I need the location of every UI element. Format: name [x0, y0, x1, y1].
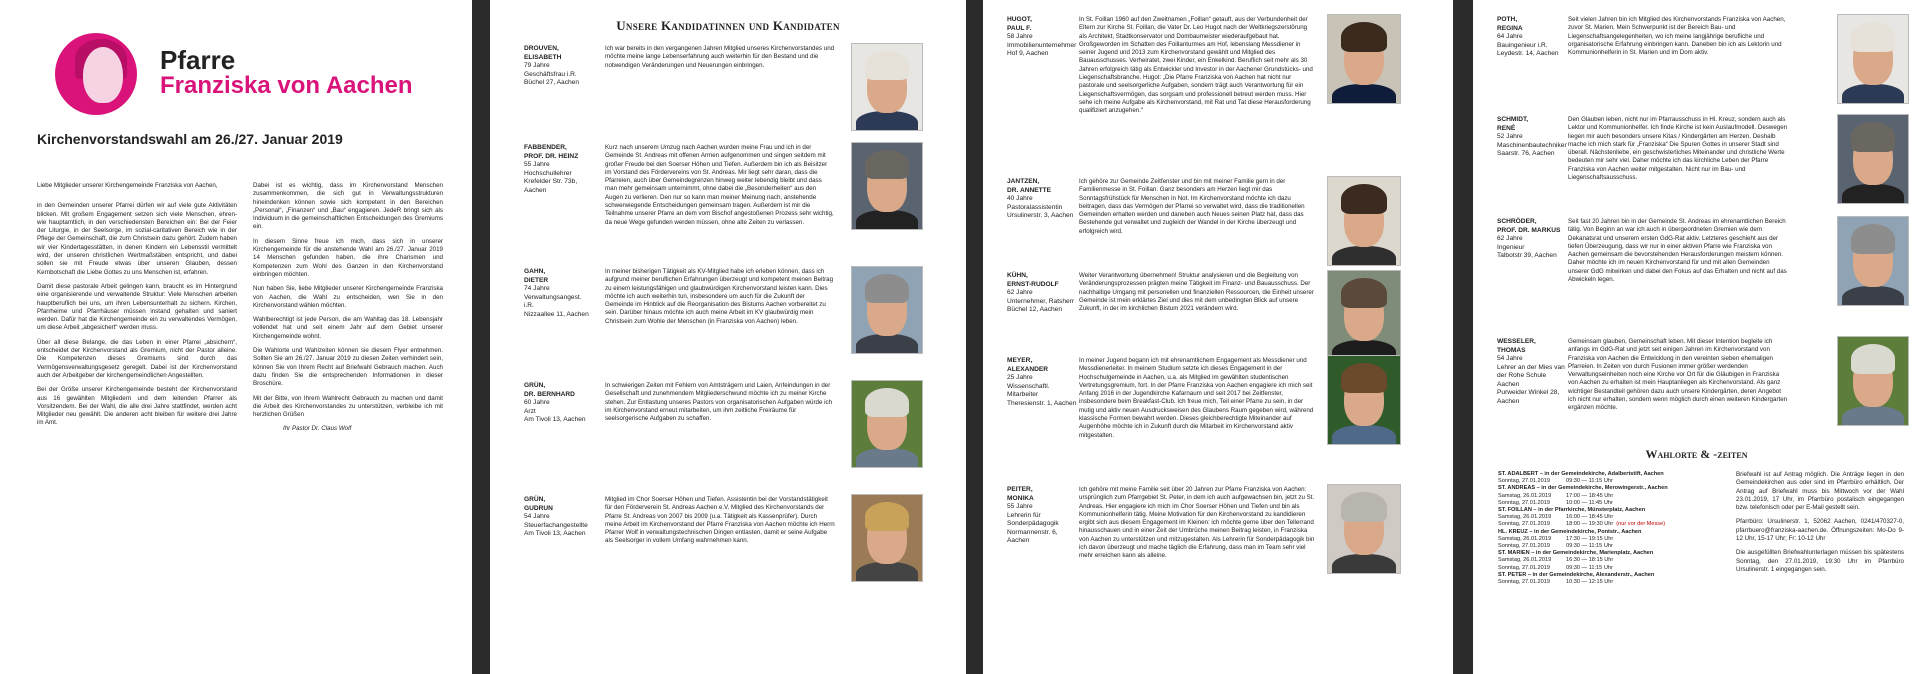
candidate-detail: Immobilienunternehmer [1007, 41, 1077, 49]
briefwahl-info [1736, 471, 1904, 580]
candidate-name: PEITER, [1007, 486, 1033, 493]
candidate-name: GAHN, [524, 268, 546, 275]
candidate-info [1007, 486, 1079, 546]
candidate-detail: Normannenstr. 6, Aachen [1007, 528, 1058, 544]
candidate-detail: Verwaltungsangest. i.R. [524, 293, 582, 309]
schedule-row: Sonntag, 27.01.2019 09:30 — 11:15 Uhr [1498, 564, 1613, 571]
candidate-statement: Seit vielen Jahren bin ich Mitglied des Kirchenvorstands Franziska von Aachen, zuvor St. Marien. Mein Schwerpunkt ist der Bereich Bau- und Liegenschaftsangelegenheiten, wo ich meine langjährige berufliche und organisatorische Erfahrung einbringen kann. Daneben bin ich als Lektorin und Kommunionhelferin in St. Marien und im Dom aktiv. [1568, 16, 1786, 57]
paragraph: Wahlberechtigt ist jede Person, die am Wahltag das 18. Lebensjahr vollendet hat und seit einem Jahr auf dem Gebiet unserer Kirchengemeinde wohnt. [253, 316, 443, 340]
candidate-detail: Büchel 27, Aachen [524, 79, 579, 86]
signature: Ihr Pastor Dr. Claus Wolf [283, 425, 352, 433]
candidate-photo [1837, 336, 1909, 426]
candidate-name: GRÜN, [524, 496, 546, 503]
candidate-detail: Ingenieur [1497, 243, 1525, 251]
candidate-name: FABBENDER, [524, 144, 567, 151]
candidate-detail: 55 Jahre [524, 161, 550, 168]
paragraph: Liebe Mitglieder unserer Kirchengemeinde Franziska von Aachen, [37, 182, 218, 189]
schedule-list [1498, 471, 1726, 586]
candidate-detail: Wissenschaftl. Mitarbeiter [1007, 382, 1050, 398]
candidate-photo [1837, 216, 1909, 306]
candidate-firstname: PROF. DR. HEINZ [524, 152, 579, 160]
candidate-firstname: ALEXANDER [1007, 365, 1049, 373]
candidate-detail: 60 Jahre [524, 399, 550, 406]
candidate-name: DROUVEN, [524, 45, 559, 52]
candidate-detail: 54 Jahre [524, 513, 550, 520]
candidate-info [524, 268, 592, 319]
candidate-detail: 58 Jahre [1007, 33, 1033, 40]
candidate-detail: Büchel 12, Aachen [1007, 306, 1062, 313]
candidate-info [524, 496, 592, 539]
candidate-statement: Ich war bereits in den vergangenen Jahren Mitglied unseres Kirchenvorstandes und möchte meine lange Lebenserfahrung auch weiterhin für den Bestand und die notwendigen Veränderungen und Neuerungen einbringen. [605, 45, 835, 69]
candidate-name: MEYER, [1007, 357, 1033, 364]
candidate-name: POTH, [1497, 16, 1518, 23]
candidate-firstname: PROF. DR. MARKUS [1497, 226, 1561, 234]
candidate-firstname: GUDRUN [524, 504, 553, 512]
candidate-info [1497, 218, 1565, 261]
candidate-info [1007, 272, 1079, 315]
candidate-firstname: ELISABETH [524, 53, 562, 61]
candidate-info [1007, 178, 1079, 221]
page-2 [490, 0, 966, 674]
candidate-info [1497, 338, 1565, 406]
candidate-info [524, 144, 592, 195]
candidate-photo [851, 380, 923, 468]
logo-line-1: Pfarre [160, 45, 236, 75]
candidate-detail: Maschinenbautechniker [1497, 141, 1567, 149]
candidate-detail: Hof 9, Aachen [1007, 50, 1049, 57]
paragraph: Dabei ist es wichtig, dass im Kirchenvorstand Menschen zusammenkommen, die sich gut in Verwaltungsstrukturen hineindenken können sowie sich kompetent in den Bereichen „Personal“, „Finanzen“ und „Bau“ engagieren. JedeR bringt sich als Individuum in die gemeinschaftlichen Entscheidungen des Gremiums ein. [253, 182, 443, 231]
schedule-row: Sonntag, 27.01.2019 10:30 — 12:15 Uhr [1498, 579, 1614, 586]
paragraph: Pfarrbüro: Ursulinerstr. 1, 52062 Aachen, 0241/470327-0, pfarrbuero@franziska-aachen.de. Öffnungszeiten: Mo-Do 9-12 Uhr, 15-17 Uhr; Fr: 10-12 Uhr [1736, 518, 1904, 543]
candidate-detail: Saarstr. 76, Aachen [1497, 150, 1555, 157]
candidate-detail: 62 Jahre [1007, 289, 1033, 296]
paragraph: Nun haben Sie, liebe Mitglieder unserer Kirchengemeinde Franziska von Aachen, die Wahl zu entscheiden, wen Sie in den Kirchenvorstand wählen möchten. [253, 285, 443, 309]
candidate-detail: Am Tivoli 13, Aachen [524, 530, 586, 537]
page-4 [1473, 0, 1920, 674]
paragraph: Die ausgefüllten Briefwahlunterlagen müssen bis spätestens Sonntag, den 27.01.2019, 19:30 Uhr im Pfarrbüro Ursulinerstr. 1 eingegangen sein. [1736, 549, 1904, 573]
schedule-row: Samstag, 26.01.2019 17:30 — 19:15 Uhr [1498, 535, 1614, 542]
candidate-statement: Den Glauben leben, nicht nur im Pfarrausschuss in Hl. Kreuz, sondern auch als Lektor und Kommunionhelfer. Ich finde Kirche ist kein Auslaufmodell. Deswegen liegen mir auch besonders unsere Kitas / Kindergärten am Herzen. Deshalb mache ich mich stark für „Franziska“ Die Spuren Gottes in unserer Stadt sind überall. Nächstenliebe, ein geschwisterliches Miteinander und christliche Werte bedeuten mir sehr viel. Daher möchte ich das kirchliche Leben der Pfarre Franziska von Aachen weiter mitgestalten. Nicht nur im Bau- und Liegenschaftsausschuss. [1568, 116, 1788, 182]
candidate-firstname: ERNST-RUDOLF [1007, 280, 1059, 288]
candidate-detail: Theresienstr. 1, Aachen [1007, 399, 1077, 407]
schedule-location: ST. MARIEN – in der Gemeindekirche, Marienplatz, Aachen [1498, 550, 1654, 557]
schedule-row: Samstag, 26.01.2019 16:30 — 18:15 Uhr [1498, 557, 1614, 564]
candidate-photo [1837, 14, 1909, 104]
paragraph: Die Wahlorte und Wahlzeiten können sie diesem Flyer entnehmen. Sollten Sie am 26./27. Januar 2019 zu diesen Zeiten verhindert sein, können Sie von Ihrem Recht auf Briefwahl Gebrauch machen. Auch dazu finden Sie die entsprechenden Informationen in dieser Broschüre. [253, 347, 443, 388]
candidate-detail: 54 Jahre [1497, 355, 1523, 362]
candidate-detail: 25 Jahre [1007, 374, 1033, 381]
candidate-detail: 62 Jahre [1497, 235, 1523, 242]
candidate-name: SCHMIDT, [1497, 116, 1529, 123]
candidate-detail: Lehrer an der Mies van der Rohe Schule Aachen [1497, 363, 1565, 388]
candidate-firstname: RENÉ [1497, 124, 1516, 132]
candidate-detail: 79 Jahre [524, 62, 550, 69]
candidate-detail: Lehrerin für Sonderpädagogik [1007, 511, 1059, 527]
paragraph: Briefwahl ist auf Antrag möglich. Die Anträge liegen in den Gemeindekirchen aus oder sind im Pfarrbüro erhältlich. Der Antrag auf Briefwahl muss bis Mittwoch vor der Wahl 23.01.2019, 17 Uhr, im Pfarrbüro postalisch eingegangen bzw. telefonisch oder per E-Mail gestellt sein. [1736, 471, 1904, 512]
schedule-row: Samstag, 26.01.2019 16:00 — 18:45 Uhr [1498, 514, 1614, 521]
candidate-detail: Pastoralassistentin [1007, 203, 1063, 211]
candidate-info [1007, 357, 1079, 408]
candidate-statement: In meiner bisherigen Tätigkeit als KV-Mitglied habe ich erleben können, dass ich aufgrund meiner beruflichen Erfahrungen überzeugt und kompetent meinen Beitrag zu einem leistungsfähigen und glaubwürdigen Kirchenvorstand leisten kann. Dies möchte ich auch weiterhin tun, insbesondere um auch für die Zukunft der Gemeinde im Hinblick auf die Reorganisation des Bistums Aachen vorbereitet zu sein. Darüber hinaus möchte ich auch meine Arbeit im KV glaubwürdig mein Christsein zum Wohle der Menschen (in Franziska von Aachen) leben. [605, 268, 834, 325]
logo-line-2: Franziska von Aachen [160, 72, 413, 99]
paragraph: in den Gemeinden unserer Pfarrei dürfen wir auf viele gute Aktivitäten blicken. Mit großem Engagement setzen sich viele Menschen, ehren- wie hauptamtlich, in den verschiedensten Bereichen ein: Bei der Feier der Liturgie, in der Seelsorge, im sozial-caritativen Bereich wie in der Pflege der Gemeinschaft, die zum Christsein dazu gehört. Zudem haben wir vier Kindertagesstätten, in denen Kindern ein Lebensstil vermittelt wird, der unseren christlichen Wertmaßstäben entspricht, und dabei sollen sie mit Freude etwas über unseren Glauben, dessen Kernbotschaft die Liebe Gottes zu uns Menschen ist, erfahren. [37, 202, 237, 276]
schedule-row: Sonntag, 27.01.2019 09:30 — 11:15 Uhr [1498, 478, 1613, 485]
candidate-name: JANTZEN, [1007, 178, 1040, 185]
candidate-firstname: THOMAS [1497, 346, 1526, 354]
schedule-location: HL. KREUZ – in der Gemeindekirche, Pontstr., Aachen [1498, 528, 1642, 535]
schedule-location: ST. FOILLAN – in der Pfarrkirche, Münsterplatz, Aachen [1498, 507, 1646, 514]
page-title: Kirchenvorstandswahl am 26./27. Januar 2019 [37, 131, 343, 147]
schedule-location: ST. ADALBERT – in der Gemeindekirche, Adalbertstift, Aachen [1498, 471, 1664, 477]
schedule-row: Sonntag, 27.01.2019 09:30 — 11:15 Uhr [1498, 543, 1613, 550]
candidate-photo [1327, 484, 1401, 574]
candidate-photo [1327, 355, 1401, 445]
candidate-detail: Arzt [524, 407, 536, 415]
candidate-info [1497, 16, 1565, 59]
candidate-detail: 64 Jahre [1497, 33, 1523, 40]
candidate-photo [1327, 14, 1401, 104]
paragraph: Über all diese Belange, die das Leben in einer Pfarrei „absichern“, entscheidet der Kirchenvorstand als Gremium, nicht der Pastor alleine. Die Kompetenzen dieses Gremiums sind durch das Vermögensverwaltungsgesetz geregelt. Dabei ist der Kirchenvorstand auch der Arbeitgeber der kirchengemeindlichen Angestellten. [37, 338, 237, 379]
candidate-photo [851, 43, 923, 131]
candidate-statement: Ich gehöre zur Gemeinde Zeitfenster und bin mit meiner Familie gern in der Familienmesse in St. Foillan. Ganz besonders am Herzen liegt mir das Sonntagsfrühstück für Menschen in Not. Im Kirchenvorstand möchte ich dazu beitragen, dass das Vermögen der Pfarrei so verwaltet wird, dass die traditionellen Gemeinden erhalten werden und daneben auch Neues seinen Platz hat, dass das Bestehende gut verwaltet und zugleich der Wandel in der Kirche überzeugt und erfolgreich wird. [1079, 178, 1305, 235]
candidate-statement: In schwierigen Zeiten mit Fehlern von Amtsträgern und Laien, Anfeindungen in der Gesellschaft und zunehmendem Mitgliederschwund möchte ich zu meiner Kirche stehen. Zur Entlastung unseres Pastors von organisatorischen Aufgaben würde ich im Kirchenvorstand erneut mitarbeiten, um ihm zeitliche Freiräume für seelsorgerische Aufgaben zu schaffen. [605, 382, 833, 423]
candidate-statement: Seit fast 20 Jahren bin in der Gemeinde St. Andreas im ehrenamtlichen Bereich tätig. Von Beginn an war ich auch in übergeordneten Gremien wie dem Dekanatsrat und unserem ersten GdG-Rat aktiv. Letzteres geschieht aus der tiefen Überzeugung, dass wir nur in einer aktiven Pfarre wie Franziska von Aachen gemeinsam die bevorstehenden Herausforderungen meistern können. Daher möchte ich im neuen Kirchenvorstand für und mit allen Gemeinden unserer GdG mitwirken und dabei den Fokus auf das Erhalten und nicht auf das Abwickeln legen. [1568, 218, 1787, 284]
candidate-detail: Purweider Winkel 28, Aachen [1497, 389, 1560, 405]
candidate-statement: Weiter Verantwortung übernehmen! Struktur analysieren und die Begleitung von Veränderungsprozessen prägten meine Tätigkeit im Finanz- und Bauausschuss. Der nachhaltige Umgang mit personellen und finanziellen Ressourcen, die Einheit unserer Gemeinde ist mein erklärtes Ziel und dies mit dem unbedingten Blick auf unsere Zukunft, in der im kirchlichen Bistum 2021 verändern wird. [1079, 272, 1314, 313]
paragraph: In diesem Sinne freue ich mich, dass sich in unserer Kirchengemeinde für die anstehende Wahl am 26./27. Januar 2019 14 Menschen gefunden haben, die ihre Charismen und Kompetenzen zum Wohl des Ganzen in den Kirchenvorstand einbringen möchten. [253, 237, 443, 278]
candidate-photo [1837, 114, 1909, 204]
candidate-firstname: DR. BERNHARD [524, 390, 575, 398]
candidate-firstname: MONIKA [1007, 494, 1034, 502]
page-3 [983, 0, 1453, 674]
candidate-statement: In meiner Jugend begann ich mit ehrenamtlichem Engagement als Messdiener und Messdienerleiter. In meinem Studium setzte ich dieses Engagement in der Hochschulgemeinde in Aachen, u.a. als Mitglied im gewählten studentischen Vertretungsgremium, fort. In der Pfarre Franziska von Aachen engagiere ich mich seit Anfang 2016 in der Jugendkirche Kafarnaum und seit 2017 bei Zeitfenster, insbesondere beim Breakfast-Club. Ich freue mich, Teil einer Pfarre zu sein, in der mutig und aktiv neuen Ausdrucksweisen des Glaubens Raum gegeben wird, während klassische Formen bewahrt werden. Dieses gleichberechtigte Miteinander auf Augenhöhe möchte ich in Zukunft durch die Mitarbeit im Kirchenvorstand aktiv mitgestalten. [1079, 357, 1314, 439]
candidate-firstname: PAUL F. [1007, 24, 1032, 32]
candidate-detail: Ursulinerstr. 3, Aachen [1007, 212, 1074, 219]
candidate-statement: In St. Foillan 1960 auf den Zweitnamen „Foillan“ getauft, aus der Verbundenheit der Eltern zur Kirche St. Foillan, die Vater Dr. Leo Hugot nach der Weltkriegszerstörung als Architekt, Stadtkonservator und Dombaumeister wiederaufgebaut hat. Großgeworden im Schatten des Foillanturmes am Hof, lebenslang Messdiener in seiner Jugend und 2013 zum Kirchenvorstand gewählt und Mitglied des Bauausschusses. Verheiratet, zwei Kinder, ein Enkelkind. Beruflich seit mehr als 30 Jahren erfolgreich tätig als Entwickler und Investor in der Aachener Grundstücks- und Liegenschaftsbranche. Hugot: „Die Pfarre Franziska von Aachen hat nicht nur pastorale und seelsorgerliche Aufgaben, sondern trägt auch Verantwortung für ein Liegenschaftsvermögen, das sorgsam und professionell betreut werden muss. Hier sehe ich meine Aufgabe als Kirchenvorstand, mit Rat und Tat diese Herausforderung qualifiziert anzugehen.“ [1079, 16, 1313, 115]
candidate-detail: Talbotstr 39, Aachen [1497, 252, 1557, 259]
candidate-photo [1327, 176, 1401, 266]
candidate-name: GRÜN, [524, 382, 546, 389]
candidate-statement: Mitglied im Chor Soerser Höhen und Tiefen. Assistentin bei der Vorstandstätigkeit für den Förderverein St. Andreas Aachen e.V. Mitglied des Kirchenvorstands der Pfarre St. Andreas von 2007 bis 2009 (u.a. Tätigkeit als Kassenprüfer). Durch meine Arbeit im Kirchenvorstand der Pfarre Franziska von Aachen möchte ich Herrn Pfarrer Wolf in verwaltungstechnischen Dingen entlasten, damit er seine Aufgabe als Seelsorger in vollem Umfang wahrnehmen kann. [605, 496, 835, 545]
candidate-detail: Bauingenieur i.R. [1497, 41, 1548, 49]
candidate-info [1007, 16, 1079, 59]
candidate-detail: Am Tivoli 13, Aachen [524, 416, 586, 423]
candidate-detail: Steuerfachangestellte [524, 521, 588, 529]
candidate-statement: Ich gehöre mit meine Familie seit über 20 Jahren zur Pfarre Franziska von Aachen: ursprünglich zum Pfarrgebiet St. Peter, in dem ich auch aufgewachsen bin, jetzt zu St. Andreas. Hier engagiere ich mich im Chor Soerser Höhen und Tiefen und bin als Kommunionhelferin tätig. Meine Motivation für den Kirchenvorstand zu kandidieren ergibt sich aus diesem Engagement im Kleinen: ich möchte gerne über den Tellerrand hinausschauen und in einer Zeit der Umbrüche meinen Beitrag leisten, in Franziska von Aachen zu unterstützen und mitzugestalten. Als Lehrerin für Sonderpädagogik bin ich davon überzeugt und mache täglich die Erfahrung, dass man im Team sehr viel mehr erreichen kann als alleine. [1079, 486, 1315, 560]
candidate-detail: 74 Jahre [524, 285, 550, 292]
candidate-info [1497, 116, 1565, 159]
paragraph: Bei der Größe unserer Kirchengemeinde besteht der Kirchenvorstand aus 16 gewählten Mitgliedern und dem leitenden Pfarrer als Vorsitzendem. Bei der Wahl, die alle drei Jahre stattfindet, werden acht Mitglieder neu gewählt. Die anderen acht bleiben für weitere drei Jahre im Amt. [37, 386, 237, 427]
candidate-detail: Geschäftsfrau i.R. [524, 70, 577, 78]
candidates-heading: Unsere Kandidatinnen und Kandidaten [616, 18, 840, 33]
candidate-photo [851, 266, 923, 354]
paragraph: Damit diese pastorale Arbeit gelingen kann, braucht es im Hintergrund eine organisierende und verwaltende Struktur: Viele Menschen arbeiten hauptberuflich bei uns, um ihren Lebensunterhalt zu sichern. Kirchen, Pfarrheime und Pfarrhäuser müssen instand gehalten und saniert werden. Dafür hat die Kirchengemeinde ein zu verwaltendes Vermögen, um diese Arbeit „abgesichert“ werden muss. [37, 282, 237, 332]
candidate-info [524, 382, 592, 425]
schedule-row: Sonntag, 27.01.2019 18:00 — 19:30 Uhr (nur vor der Messe) [1498, 521, 1666, 528]
candidate-photo [851, 494, 923, 582]
candidate-statement: Kurz nach unserem Umzug nach Aachen wurden meine Frau und ich in der Gemeinde St. Andreas mit offenen Armen aufgenommen und singen seitdem mit großer Freude bei den Soerser Höhen und Tiefen. Außerdem bin ich als Beisitzer im Vorstand des Fördervereins von St. Andreas. Mir liegt sehr daran, dass die Pfarreien, auch über Gemeindegrenzen hinweg weiter lebendig bleibt und dass man mehr gemeinsam unternimmt, ohne dabei die „Besonderheiten“ aus den Augen zu verlieren. Den nur so kann man meiner Meinung nach, anstehende schwerwiegende Entscheidungen gemeinsam tragen. Außerdem ist mir die Teilnahme unserer Pfarre an dem vom Bischof angestoßenen Prozess sehr wichtig, da neue Wege gefunden werden müssen, ohne alte Zeiten zu verlassen. [605, 144, 834, 226]
candidate-firstname: DIETER [524, 276, 549, 284]
candidate-statement: Gemeinsam glauben, Gemeinschaft leben. Mit dieser Intention begleite ich anfangs im GdG-Rat und jetzt seit einigen Jahren im Kirchenvorstand von Franziska von Aachen die Entwicklung in den vereinten sieben ehemaligen Pfarreien. In Zeiten von durch Fusionen immer größer werdenden Verwaltungseinheiten noch eine Kirche vor Ort für die Gläubigen in Franziska von Aachen zu erhalten ist mein Hauptanliegen als Kirchenvorstand. Als ganz wichtiger Bestandteil gehören dazu auch unsere Kindergärten, deren Angebot ich nicht nur erhalten, sondern wenn möglich durch einen weiteren Kindergarten ergänzen möchte. [1568, 338, 1788, 412]
intro-column-left [37, 182, 237, 434]
wahlorte-heading: Wahlorte & -zeiten [1645, 447, 1748, 461]
candidate-photo [1327, 270, 1401, 360]
paragraph: Mit der Bitte, von Ihrem Wahlrecht Gebrauch zu machen und damit die Arbeit des Kirchenvorstandes zu unterstützen, verbleibe ich mit herzlichen Grüßen [253, 394, 443, 419]
candidate-info [524, 45, 592, 88]
candidate-detail: Hochschullehrer [524, 169, 572, 177]
intro-column-right [253, 182, 443, 440]
candidate-detail: 52 Jahre [1497, 133, 1523, 140]
candidate-photo [851, 142, 923, 230]
candidate-firstname: DR. ANNETTE [1007, 186, 1052, 194]
parish-logo [55, 33, 137, 115]
candidate-name: SCHRÖDER, [1497, 218, 1537, 225]
candidate-firstname: REGINA [1497, 24, 1523, 32]
candidate-detail: 55 Jahre [1007, 503, 1033, 510]
candidate-name: HUGOT, [1007, 16, 1032, 23]
schedule-location: ST. ANDREAS – in der Gemeindekirche, Merowingerstr., Aachen [1498, 485, 1668, 492]
candidate-detail: Leydestr. 14, Aachen [1497, 50, 1559, 57]
page-1 [0, 0, 472, 674]
candidate-detail: Krefelder Str. 73b, Aachen [524, 178, 578, 194]
candidate-detail: 40 Jahre [1007, 195, 1033, 202]
candidate-detail: Unternehmer, Ratsherr [1007, 297, 1075, 305]
candidate-name: WESSELER, [1497, 338, 1536, 345]
schedule-row: Sonntag, 27.01.2019 10:00 — 11:45 Uhr [1498, 499, 1613, 506]
schedule-location: ST. PETER – in der Gemeindekirche, Alexanderstr., Aachen [1498, 571, 1655, 578]
schedule-row: Samstag, 26.01.2019 17:00 — 18:45 Uhr [1498, 492, 1614, 499]
candidate-name: KÜHN, [1007, 272, 1028, 279]
candidate-detail: Nizzaallee 11, Aachen [524, 310, 589, 318]
